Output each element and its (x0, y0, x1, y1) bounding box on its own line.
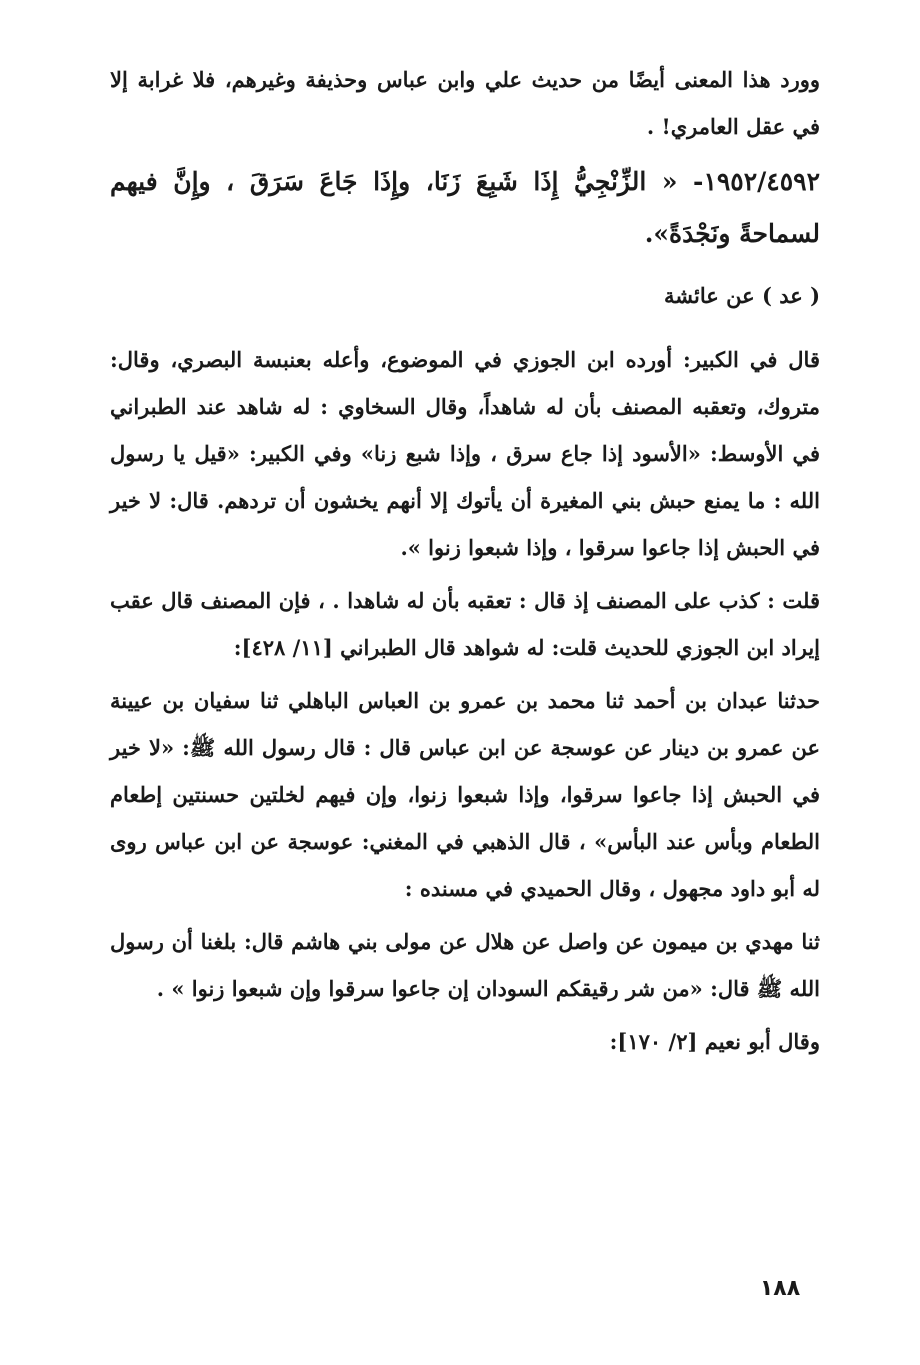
isnad-paragraph: حدثنا عبدان بن أحمد ثنا محمد بن عمرو بن العباس الباهلي ثنا سفيان بن عيينة عن عمرو بن دينار عن عوسجة عن ابن عباس قال : قال رسول الله ﷺ: «لا خير في الحبش إذا جاعوا سرقوا، وإذا شبعوا زنوا، وإن فيهم لخلتين حسنتين إطعام الطعام وبأس عند البأس» ، قال الذهبي في المغني: عوسجة عن ابن عباس روى له أبو داود مجهول ، وقال الحميدي في مسنده : (110, 688, 820, 901)
page-number: ١٨٨ (759, 1276, 801, 1301)
humaidi-paragraph: ثنا مهدي بن ميمون عن واصل عن هلال عن مولى بني هاشم قال: بلغنا أن رسول الله ﷺ قال: «من شر رقيقكم السودان إن جاعوا سرقوا وإن شبعوا زنوا » . (110, 929, 820, 1001)
page-body (110, 56, 820, 1065)
abu-nuaym-paragraph: وقال أبو نعيم [٢/ ١٧٠]: (609, 1029, 820, 1054)
commentary-paragraph: قال في الكبير: أورده ابن الجوزي في الموضوع، وأعله بعنبسة البصري، وقال: متروك، وتعقبه المصنف بأن له شاهداً، وقال السخاوي : له شاهد عند الطبراني في الأوسط: «الأسود إذا جاع سرق ، وإذا شبع زنا» وفي الكبير: «قيل يا رسول الله : ما يمنع حبش بني المغيرة أن يأتوك إلا أنهم يخشون أن تردهم. قال: لا خير في الحبش إذا جاعوا سرقوا ، وإذا شبعوا زنوا ». (110, 347, 820, 560)
rebuttal-paragraph: قلت : كذب على المصنف إذ قال : تعقبه بأن له شاهدا . ، فإن المصنف قال عقب إيراد ابن الجوزي للحديث قلت: له شواهد قال الطبراني [١١/ ٤٢٨]: (110, 588, 820, 660)
intro-paragraph: وورد هذا المعنى أيضًا من حديث علي وابن عباس وحذيفة وغيرهم، فلا غرابة إلا في عقل العامري! . (110, 67, 820, 139)
hadith-source: ( عد ) عن عائشة (664, 283, 820, 308)
hadith-text: ١٩٥٢/٤٥٩٢- « الزِّنْجِيُّ إِذَا شَبِعَ زَنَا، وإِذَا جَاعَ سَرَقَ ، وإِنَّ فيهم لسماحةً ونَجْدَةً». (110, 167, 820, 248)
